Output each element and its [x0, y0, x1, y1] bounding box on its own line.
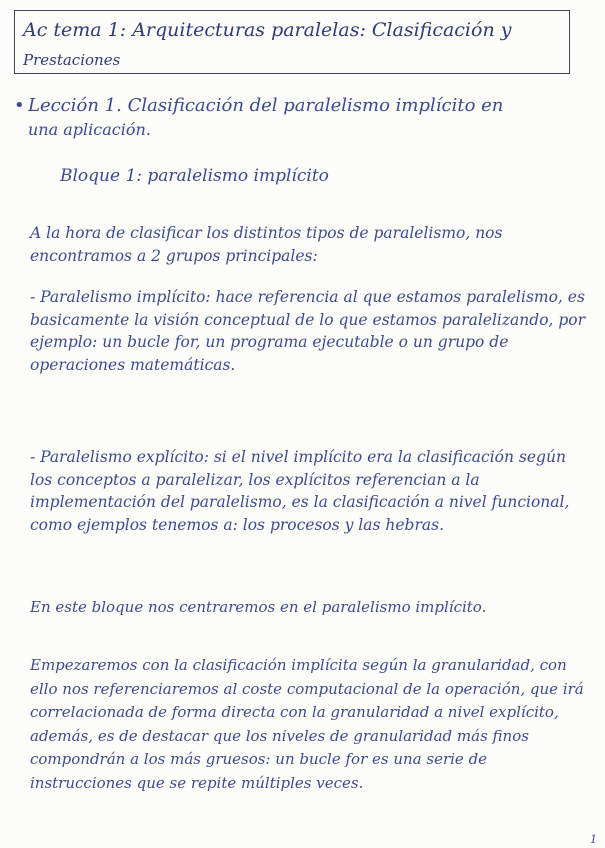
intro-paragraph: A la hora de clasificar los distintos tipos de paralelismo, nos encontramos a 2 grupos principales: — [30, 224, 503, 265]
topic-title-box — [14, 10, 570, 74]
lesson-title-line1: Lección 1. Clasificación del paralelismo implícito en — [28, 95, 504, 116]
lesson-title-line2: una aplicación. — [28, 120, 151, 139]
focus-paragraph: En este bloque nos centraremos en el paralelismo implícito. — [30, 598, 487, 616]
block-title: Bloque 1: paralelismo implícito — [60, 166, 329, 186]
explicit-parallelism-paragraph: - Paralelismo explícito: si el nivel implícito era la clasificación según los conceptos a paralelizar, los explícitos referencian a la implementación del paralelismo, es la clasificación a nivel funcional, como ejemplos tenemos a: los procesos y las hebras. — [30, 448, 570, 534]
lesson-heading — [14, 94, 589, 142]
granularity-paragraph: Empezaremos con la clasificación implícita según la granularidad, con ello nos referenciaremos al coste computacional de la operación, que irá correlacionada de forma directa con la granularidad a nivel explícito, además, es de destacar que los niveles de granularidad más finos compondrán a los más gruesos: un bucle for es una serie de instrucciones que se repite múltiples veces. — [30, 656, 584, 792]
topic-title-line2: Prestaciones — [23, 51, 121, 69]
topic-title-line1: Ac tema 1: Arquitecturas paralelas: Clasificación y — [23, 19, 512, 41]
page-number: 1 — [590, 833, 597, 846]
implicit-parallelism-paragraph: - Paralelismo implícito: hace referencia al que estamos paralelismo, es basicamente la visión conceptual de lo que estamos paralelizando, por ejemplo: un bucle for, un programa ejecutable o un grupo de operaciones matemáticas. — [30, 288, 586, 374]
bullet-point: • — [14, 95, 25, 116]
